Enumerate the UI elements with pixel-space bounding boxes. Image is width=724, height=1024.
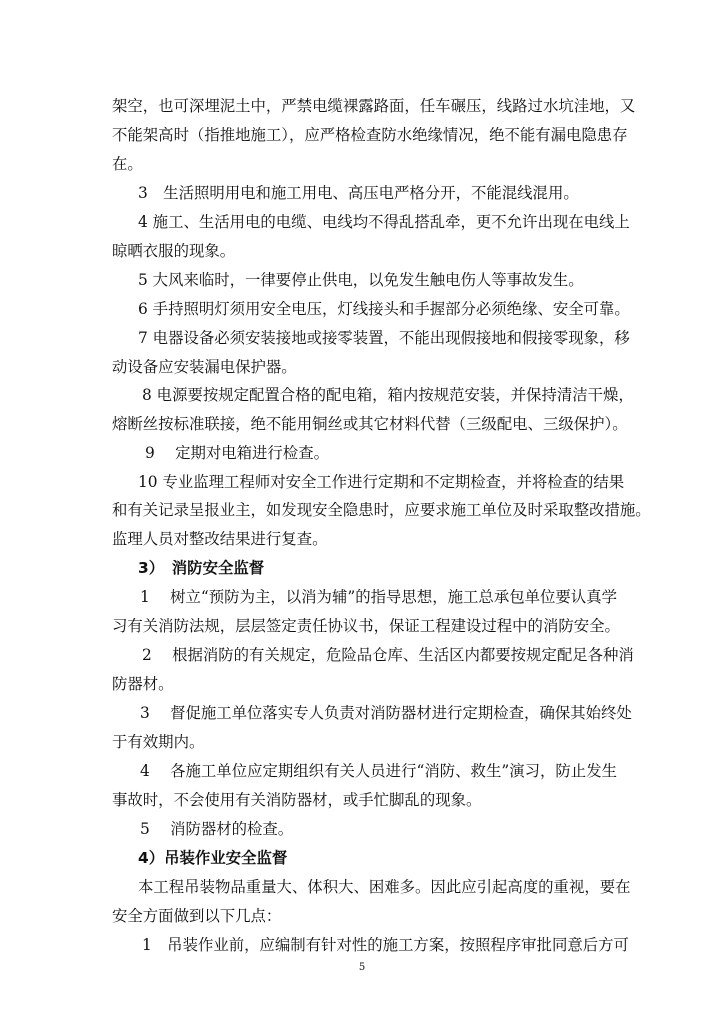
list-item: 4 各施工单位应定期组织有关人员进行“消防、救生”演习，防止发生: [140, 762, 617, 780]
list-item: 8 电源要按规定配置合格的配电箱，箱内按规范安装，并保持清洁干燥，: [142, 386, 634, 404]
list-item: 9 定期对电箱进行检查。: [145, 444, 329, 462]
list-item: 7 电器设备必须安装接地或接零装置，不能出现假接地和假接零现象，移: [138, 329, 630, 347]
paragraph-line: 防器材。: [112, 675, 174, 693]
list-item: 3 督促施工单位落实专人负责对消防器材进行定期检查，确保其始终处: [140, 704, 632, 722]
paragraph-line: 习有关消防法规，层层签定责任协议书，保证工程建设过程中的消防安全。: [112, 617, 620, 635]
paragraph-line: 事故时，不会使用有关消防器材，或手忙脚乱的现象。: [112, 791, 482, 809]
paragraph-line: 熔断丝按标准联接，绝不能用铜丝或其它材料代替（三级配电、三级保护）。: [112, 415, 628, 433]
paragraph-line: 于有效期内。: [112, 733, 205, 751]
list-item: 1 树立“预防为主，以消为辅”的指导思想，施工总承包单位要认真学: [140, 588, 617, 606]
paragraph-line: 在。: [112, 155, 143, 173]
list-item: 1 吊装作业前，应编制有针对性的施工方案，按照程序审批同意后方可: [142, 936, 629, 954]
paragraph-line: 监理人员对整改结果进行复查。: [112, 530, 328, 548]
list-item: 6 手持照明灯须用安全电压，灯线接头和手握部分必须绝缘、安全可靠。: [138, 300, 630, 318]
list-item: 4 施工、生活用电的电缆、电线均不得乱搭乱牵，更不允许出现在电线上: [138, 213, 630, 231]
section-heading: 3） 消防安全监督: [138, 559, 265, 577]
list-item: 5 大风来临时，一律要停止供电，以免发生触电伤人等事故发生。: [138, 271, 584, 289]
list-item: 5 消防器材的检查。: [140, 820, 294, 838]
paragraph-line: 本工程吊装物品重量大、体积大、困难多。因此应引起高度的重视，要在: [138, 878, 631, 896]
page-number: 5: [358, 962, 366, 973]
paragraph-line: 安全方面做到以下几点：: [112, 907, 282, 925]
paragraph-line: 动设备应安装漏电保护器。: [112, 358, 297, 376]
list-item: 10 专业监理工程师对安全工作进行定期和不定期检查，并将检查的结果: [138, 473, 625, 491]
list-item: 3 生活照明用电和施工用电、高压电严格分开，不能混线混用。: [138, 184, 579, 202]
section-heading: 4）吊装作业安全监督: [138, 849, 288, 867]
paragraph-line: 不能架高时（指推地施工），应严格检查防水绝缘情况，绝不能有漏电隐患存: [112, 126, 628, 144]
paragraph-line: 架空，也可深埋泥土中，严禁电缆裸露路面，任车碾压，线路过水坑洼地，又: [112, 97, 636, 115]
paragraph-line: 晾晒衣服的现象。: [112, 242, 236, 260]
list-item: 2 根据消防的有关规定，危险品仓库、生活区内都要按规定配足各种消: [142, 646, 634, 664]
paragraph-line: 和有关记录呈报业主，如发现安全隐患时，应要求施工单位及时采取整改措施。: [112, 501, 651, 519]
